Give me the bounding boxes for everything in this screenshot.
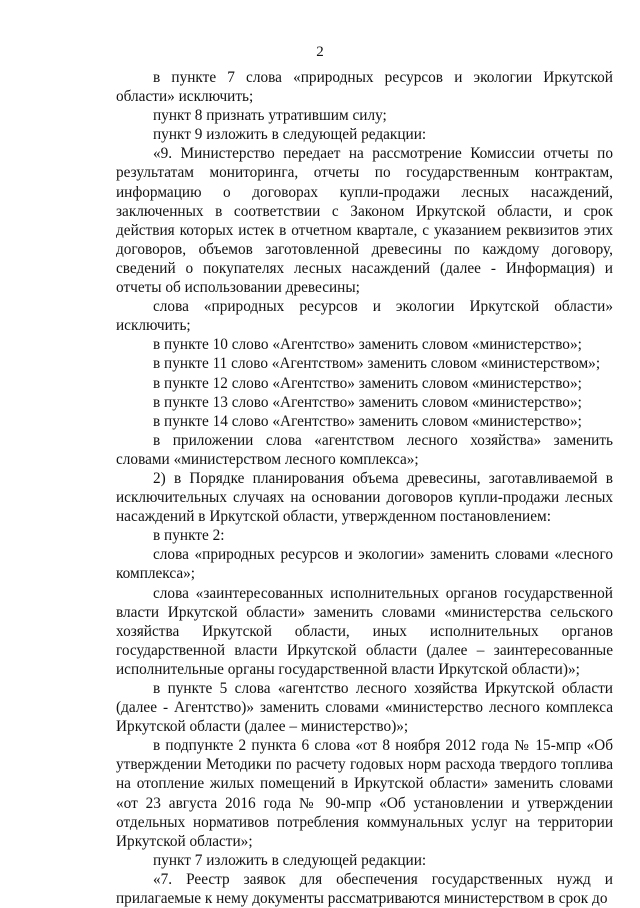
page-number: 2: [316, 44, 324, 60]
paragraph: в пункте 10 слово «Агентство» заменить словом «министерство»;: [153, 336, 582, 354]
paragraph: слова «природных ресурсов и экологии Иркутской области» исключить;: [116, 298, 613, 335]
paragraph: в пункте 12 слово «Агентство» заменить словом «министерство»;: [153, 374, 582, 392]
paragraph: в пункте 13 слово «Агентство» заменить словом «министерство»;: [153, 393, 582, 411]
paragraph: 2) в Порядке планирования объема древесины, заготавливаемой в исключительных случаях на основании договоров купли-продажи лесных насаждений в Иркутской области, утвержденном постановлением:: [116, 469, 613, 526]
paragraph: «9. Министерство передает на рассмотрение Комиссии отчеты по результатам мониторинга, отчеты по государственным контрактам, информацию о договорах купли-продажи лесных насаждений, заключенных в соответствии с Законом Иркутской области, и срок действия которых истек в отчетном квартале, с указанием реквизитов этих договоров, объемов заготовленной древесины по каждому договору, сведений о покупателях лесных насаждений (далее - Информация) и отчеты об использовании древесины;: [116, 145, 613, 297]
paragraph: в пункте 5 слова «агентство лесного хозяйства Иркутской области (далее - Агентство)» заменить словами «министерство лесного комплекса Иркутской области (далее – министерство)»;: [116, 680, 613, 736]
paragraph: в приложении слова «агентством лесного хозяйства» заменить словами «министерством лесного комплекса»;: [116, 431, 613, 468]
paragraph: в подпункте 2 пункта 6 слова «от 8 ноября 2012 года № 15-мпр «Об утверждении Методики по расчету годовых норм расхода твердого топлива на отопление жилых помещений в Иркутской области» заменить словами «от 23 августа 2016 года № 90-мпр «Об установлении и утверждении отдельных нормативов потребления коммунальных услуг на территории Иркутской области»;: [116, 737, 613, 850]
paragraph: в пункте 11 слово «Агентством» заменить словом «министерством»;: [153, 355, 601, 373]
paragraph: в пункте 2:: [153, 527, 225, 545]
paragraph: пункт 7 изложить в следующей редакции:: [153, 851, 427, 869]
paragraph: в пункте 7 слова «природных ресурсов и экологии Иркутской области» исключить;: [116, 69, 613, 106]
paragraph: пункт 8 признать утратившим силу;: [153, 107, 387, 125]
paragraph: слова «природных ресурсов и экологии» заменить словами «лесного комплекса»;: [116, 546, 613, 583]
document-body: [116, 68, 613, 908]
paragraph: слова «заинтересованных исполнительных органов государственной власти Иркутской области» заменить словами «министерства сельского хозяйства Иркутской области, иных исполнительных органов государственной власти Иркутской области (далее – заинтересованные исполнительные органы государственной власти Иркутской области)»;: [116, 584, 613, 678]
paragraph: «7. Реестр заявок для обеспечения государственных нужд и прилагаемые к нему документы рассматриваются министерством в срок до: [116, 870, 613, 908]
paragraph: в пункте 14 слово «Агентство» заменить словом «министерство»;: [153, 412, 582, 430]
paragraph: пункт 9 изложить в следующей редакции:: [153, 126, 427, 144]
